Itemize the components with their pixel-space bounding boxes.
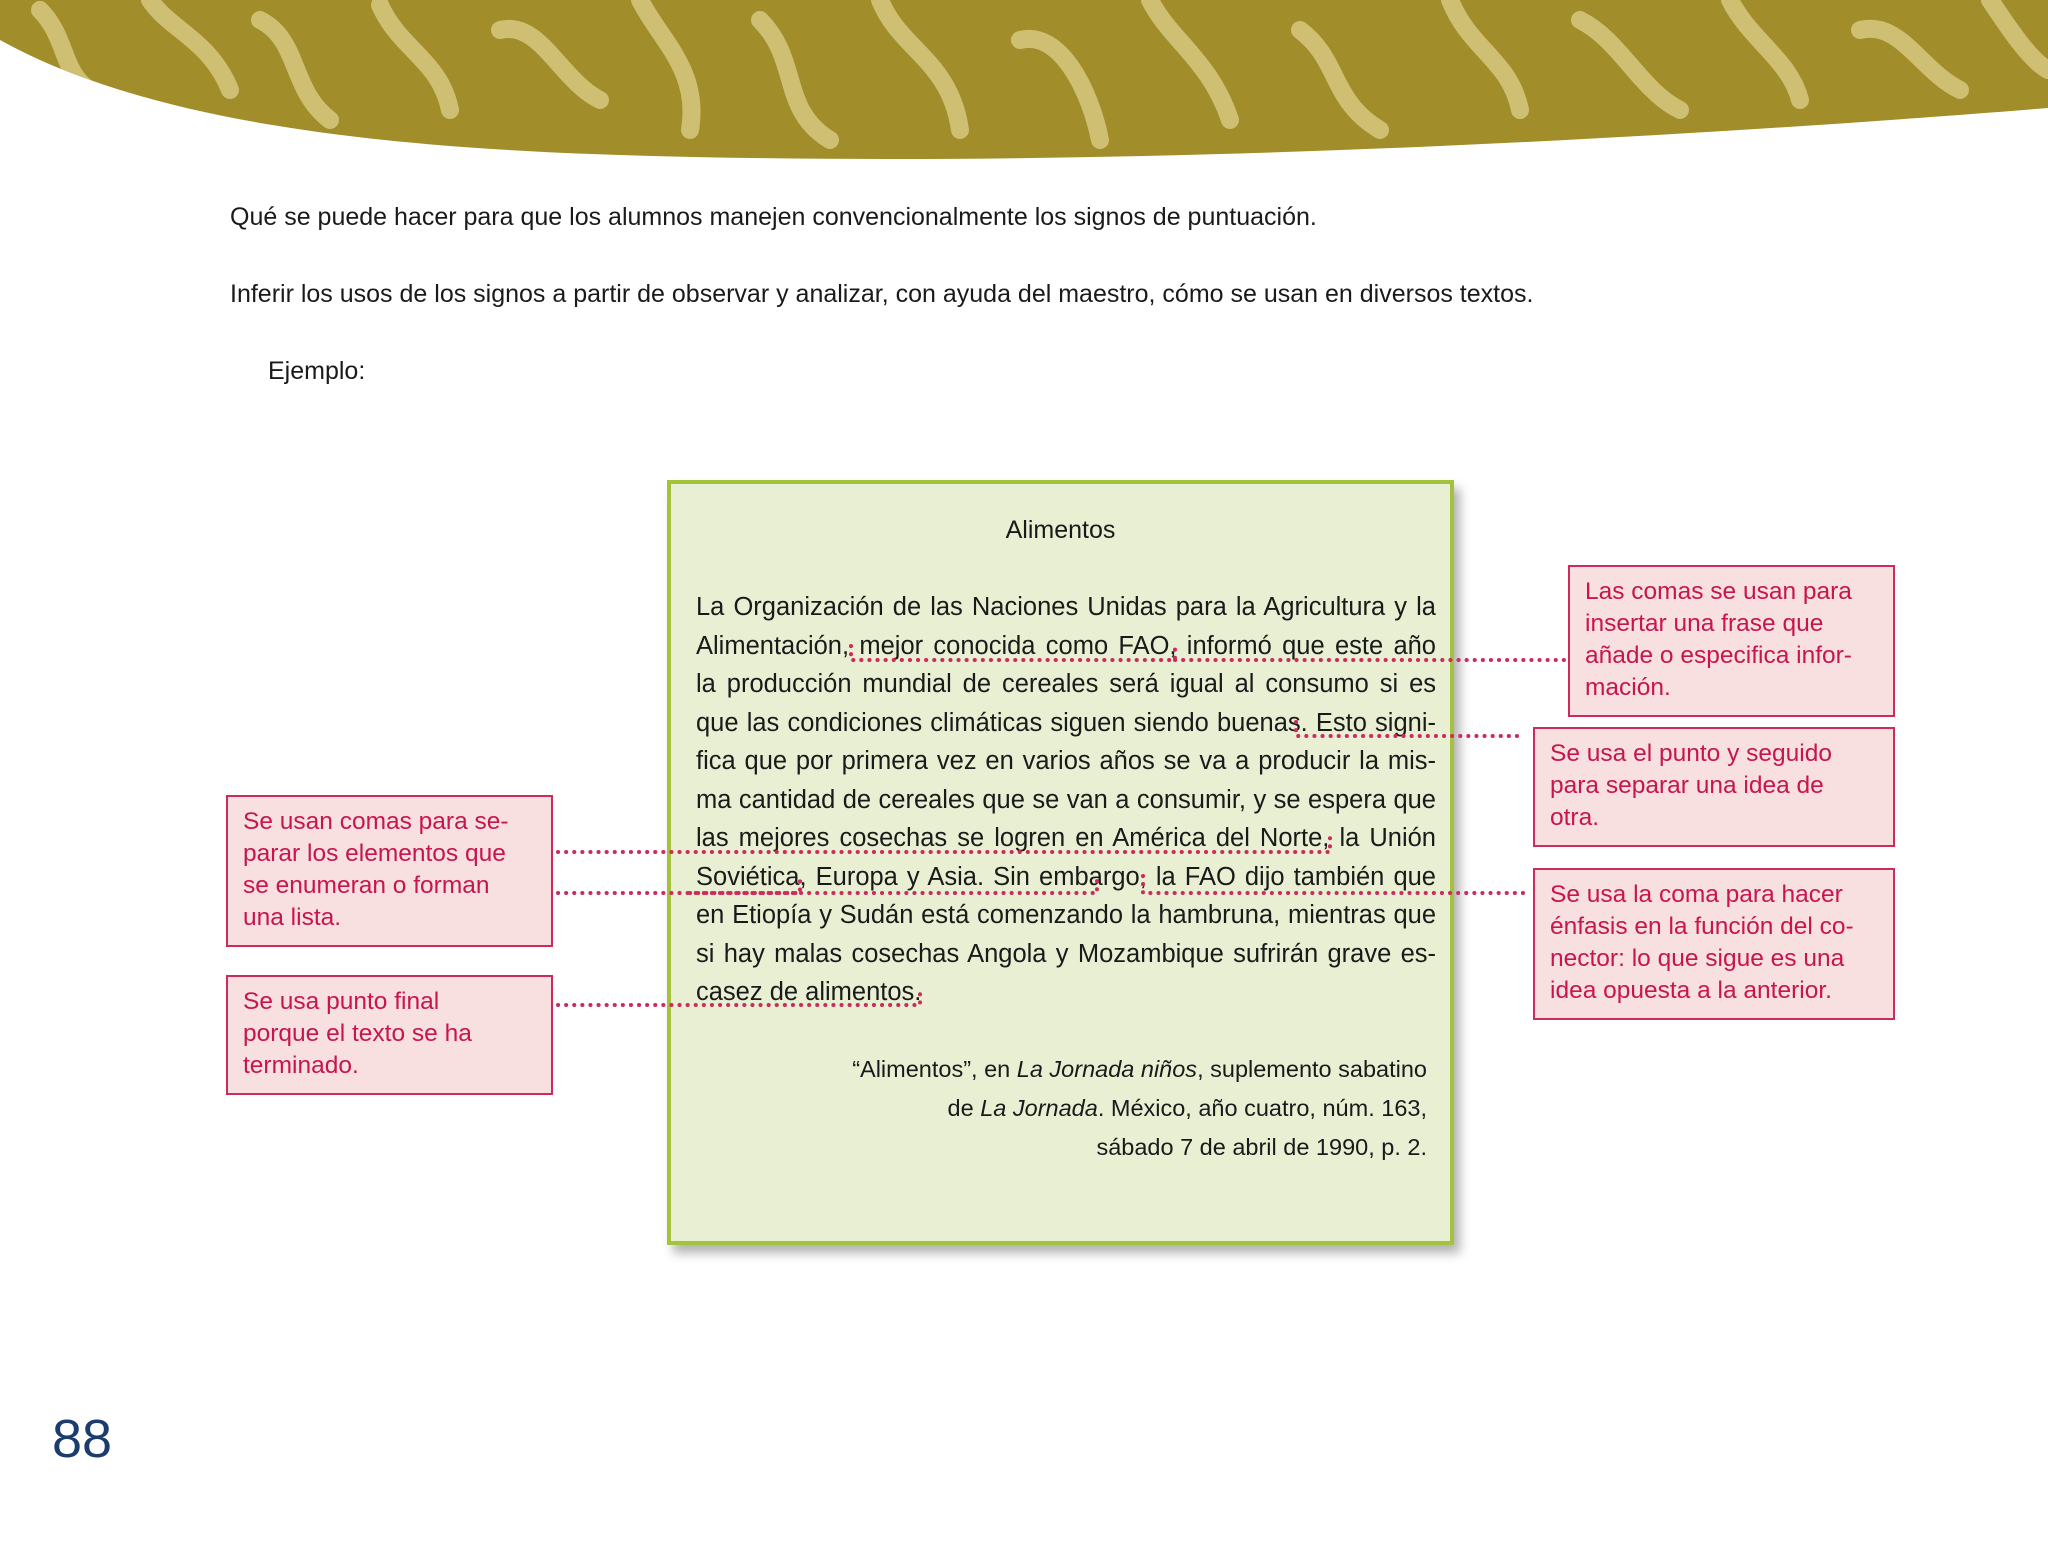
- source-date: sábado 7 de abril de 1990, p. 2.: [1096, 1134, 1427, 1160]
- source-publication: La Jornada: [980, 1095, 1098, 1121]
- decorative-header-banner: [0, 0, 2048, 170]
- note-line: insertar una frase que: [1585, 610, 1824, 637]
- note-line: para separar una idea de: [1550, 772, 1824, 799]
- article-line: en Etiopía y Sudán está comenzando la hambruna, mientras que: [696, 901, 1436, 929]
- article-line: las mejores cosechas se logren en América del Norte, la Unión: [696, 824, 1436, 852]
- article-line: la producción mundial de cereales será igual al consumo si es: [696, 670, 1436, 698]
- note-final-period: [226, 975, 553, 1095]
- note-line: Se usa el punto y seguido: [1550, 740, 1832, 767]
- source-text: . México, año cuatro, núm. 163,: [1097, 1095, 1427, 1121]
- article-title: Alimentos: [1005, 516, 1116, 544]
- article-line: La Organización de las Naciones Unidas para la Agricultura y la: [696, 593, 1436, 621]
- article-line: si hay malas cosechas Angola y Mozambique sufrirán grave es-: [696, 939, 1436, 968]
- article-source-citation: [852, 1050, 1427, 1167]
- note-line: Las comas se usan para: [1585, 578, 1852, 605]
- article-line: Soviética, Europa y Asia. Sin embargo, la FAO dijo también que: [696, 862, 1436, 891]
- article-line: Alimentación, mejor conocida como FAO, informó que este año: [696, 631, 1436, 660]
- note-list-commas: [226, 795, 553, 947]
- article-line: casez de alimentos.: [696, 978, 922, 1006]
- article-body: [696, 588, 1436, 1012]
- note-line: porque el texto se ha: [243, 1020, 472, 1047]
- note-emphasis-connector: [1533, 868, 1895, 1020]
- article-line: ma cantidad de cereales que se van a consumir, y se espera que: [696, 785, 1436, 814]
- note-line: otra.: [1550, 804, 1600, 831]
- note-line: Se usan comas para se-: [243, 808, 509, 835]
- note-line: Se usa punto final: [243, 988, 440, 1015]
- source-text: , suplemento sabatino: [1197, 1056, 1427, 1082]
- note-line: mación.: [1585, 674, 1671, 701]
- note-line: parar los elementos que: [243, 840, 506, 867]
- note-line: nector: lo que sigue es una: [1550, 945, 1845, 972]
- note-line: una lista.: [243, 904, 342, 931]
- source-text: de: [947, 1095, 981, 1121]
- note-line: Se usa la coma para hacer: [1550, 881, 1843, 908]
- note-line: énfasis en la función del co-: [1550, 913, 1854, 940]
- source-publication: La Jornada niños: [1016, 1056, 1198, 1082]
- note-line: se enumeran o forman: [243, 872, 490, 899]
- note-line: idea opuesta a la anterior.: [1550, 977, 1832, 1004]
- intro-question: Qué se puede hacer para que los alumnos manejen convencionalmente los signos de puntuación.: [230, 203, 1317, 231]
- article-line: que las condiciones climáticas siguen siendo buenas. Esto signi-: [696, 708, 1436, 737]
- note-line: añade o especifica infor-: [1585, 642, 1852, 669]
- note-line: terminado.: [243, 1052, 359, 1079]
- page-number: 88: [52, 1409, 113, 1469]
- note-period-continue: [1533, 727, 1895, 847]
- note-insert-phrase-commas: [1568, 565, 1895, 717]
- example-text-box: [667, 480, 1454, 1245]
- source-text: “Alimentos”, en: [852, 1056, 1017, 1082]
- intro-answer: Inferir los usos de los signos a partir de observar y analizar, con ayuda del maestro, cómo se usan en diversos textos.: [230, 280, 1534, 308]
- example-label: Ejemplo:: [268, 357, 366, 385]
- article-line: fica que por primera vez en varios años se va a producir la mis-: [696, 747, 1436, 775]
